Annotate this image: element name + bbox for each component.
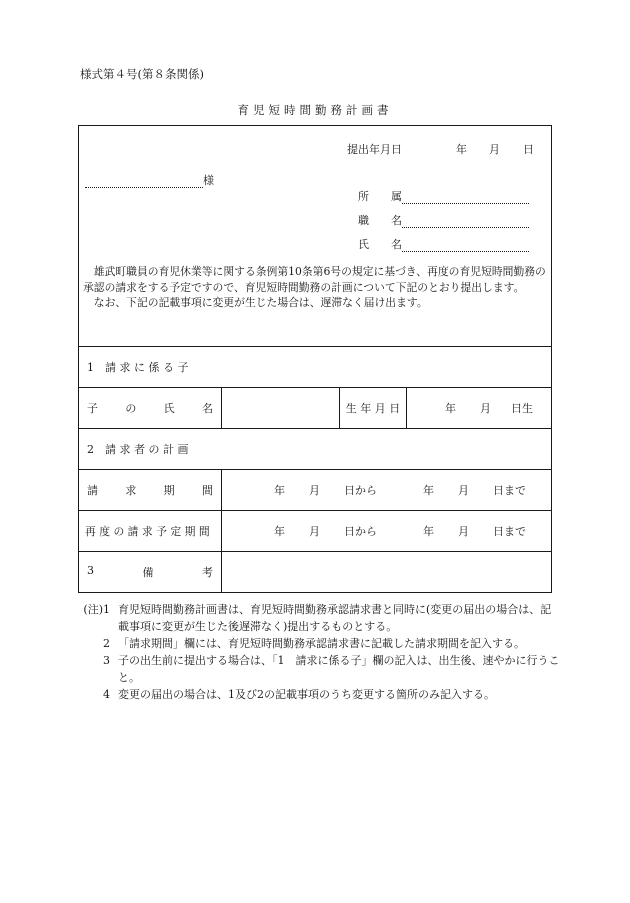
note-text: 変更の届出の場合は、1及び2の記載事項のうち変更する箇所のみ記入する。 bbox=[118, 688, 495, 701]
child-name-char-2: の bbox=[125, 402, 137, 415]
re-period-to-month: 月 bbox=[458, 525, 469, 538]
submission-year-label: 年 bbox=[456, 143, 467, 156]
child-name-char-1: 子 bbox=[87, 402, 98, 415]
affiliation-label-1: 所 bbox=[358, 190, 369, 203]
section1-heading: 1 請 求 に 係 る 子 bbox=[79, 347, 552, 388]
request-period-label-cell bbox=[79, 470, 222, 511]
period-char-1: 請 bbox=[87, 484, 98, 497]
position-field[interactable] bbox=[402, 214, 529, 228]
position-row[interactable] bbox=[358, 212, 529, 228]
re-period-from-year: 年 bbox=[274, 525, 285, 538]
period-to-year: 年 bbox=[423, 484, 434, 497]
birth-date-field[interactable] bbox=[407, 388, 552, 429]
note-number: 4 bbox=[103, 688, 110, 701]
child-name-label-cell bbox=[79, 388, 222, 429]
addressee-field[interactable] bbox=[85, 173, 203, 188]
re-request-period-field[interactable] bbox=[222, 511, 552, 552]
re-period-from-month: 月 bbox=[309, 525, 320, 538]
period-char-3: 期 bbox=[163, 484, 175, 497]
period-from-month: 月 bbox=[309, 484, 320, 497]
note-text: 子の出生前に提出する場合は、「1 請求に係る子」欄の記入は、出生後、速やかに行うこと。 bbox=[118, 654, 560, 684]
period-from-day: 日から bbox=[344, 484, 377, 497]
note-number: (注)1 bbox=[83, 603, 110, 616]
request-statement bbox=[83, 264, 548, 311]
note-item bbox=[80, 652, 560, 686]
header-section bbox=[79, 126, 552, 347]
section2-heading: 2 請 求 者 の 計 画 bbox=[79, 429, 552, 470]
re-period-to-year: 年 bbox=[423, 525, 434, 538]
note-item bbox=[80, 686, 560, 703]
name-row[interactable] bbox=[358, 236, 529, 252]
remarks-num: 3 bbox=[87, 564, 94, 577]
position-label-2: 名 bbox=[391, 214, 402, 227]
name-label-1: 氏 bbox=[358, 238, 369, 251]
position-label-1: 職 bbox=[358, 214, 369, 227]
re-request-period-label: 再 度 の 請 求 予 定 期 間 bbox=[79, 511, 222, 552]
child-name-char-4: 名 bbox=[201, 402, 213, 415]
period-to-month: 月 bbox=[458, 484, 469, 497]
name-field[interactable] bbox=[402, 238, 529, 252]
plan-form-table bbox=[78, 125, 552, 593]
birth-month-label: 月 bbox=[480, 402, 491, 415]
birth-day-label: 日生 bbox=[511, 402, 533, 415]
notes bbox=[80, 601, 560, 703]
note-item bbox=[80, 601, 560, 635]
statement-paragraph-2: なお、下記の記載事項に変更が生じた場合は、遅滞なく届け出ます。 bbox=[83, 296, 428, 309]
form-number: 様式第４号(第８条関係) bbox=[80, 67, 204, 81]
birth-year-label: 年 bbox=[445, 402, 456, 415]
addressee-line[interactable] bbox=[85, 172, 214, 188]
note-text: 育児短時間勤務計画書は、育児短時間勤務承認請求書と同時に(変更の届出の場合は、記載事項に変更が生じた後遅滞なく)提出するものとする。 bbox=[118, 603, 552, 633]
remarks-char-1: 備 bbox=[142, 566, 154, 579]
period-from-year: 年 bbox=[274, 484, 285, 497]
remarks-field[interactable] bbox=[222, 552, 552, 593]
document-title: 育児短時間勤務計画書 bbox=[237, 103, 393, 117]
re-period-to-day: 日まで bbox=[493, 525, 526, 538]
period-char-4: 間 bbox=[201, 484, 213, 497]
affiliation-label-2: 属 bbox=[391, 190, 402, 203]
name-label-2: 名 bbox=[391, 238, 402, 251]
child-name-field[interactable] bbox=[222, 388, 340, 429]
note-text: 「請求期間」欄には、育児短時間勤務承認請求書に記載した請求期間を記入する。 bbox=[118, 637, 525, 650]
submission-day-label: 日 bbox=[523, 143, 534, 156]
addressee-suffix: 様 bbox=[203, 174, 214, 187]
birth-date-label: 生 年 月 日 bbox=[340, 388, 407, 429]
note-number: 2 bbox=[103, 637, 110, 650]
remarks-label-cell bbox=[79, 552, 222, 593]
note-item bbox=[80, 635, 560, 652]
affiliation-row[interactable] bbox=[358, 188, 529, 204]
note-number: 3 bbox=[103, 654, 110, 667]
affiliation-field[interactable] bbox=[402, 190, 529, 204]
period-to-day: 日まで bbox=[493, 484, 526, 497]
request-period-field[interactable] bbox=[222, 470, 552, 511]
re-period-from-day: 日から bbox=[344, 525, 377, 538]
child-name-char-3: 氏 bbox=[163, 402, 175, 415]
period-char-2: 求 bbox=[125, 484, 137, 497]
remarks-char-2: 考 bbox=[202, 566, 213, 579]
statement-paragraph-1: 雄武町職員の育児休業等に関する条例第10条第6号の規定に基づき、再度の育児短時間勤務の承認の請求をする予定ですので、育児短時間勤務の計画について下記のとおり提出します。 bbox=[83, 265, 546, 294]
submission-date-label: 提出年月日 bbox=[347, 143, 402, 156]
submission-month-label: 月 bbox=[489, 143, 500, 156]
